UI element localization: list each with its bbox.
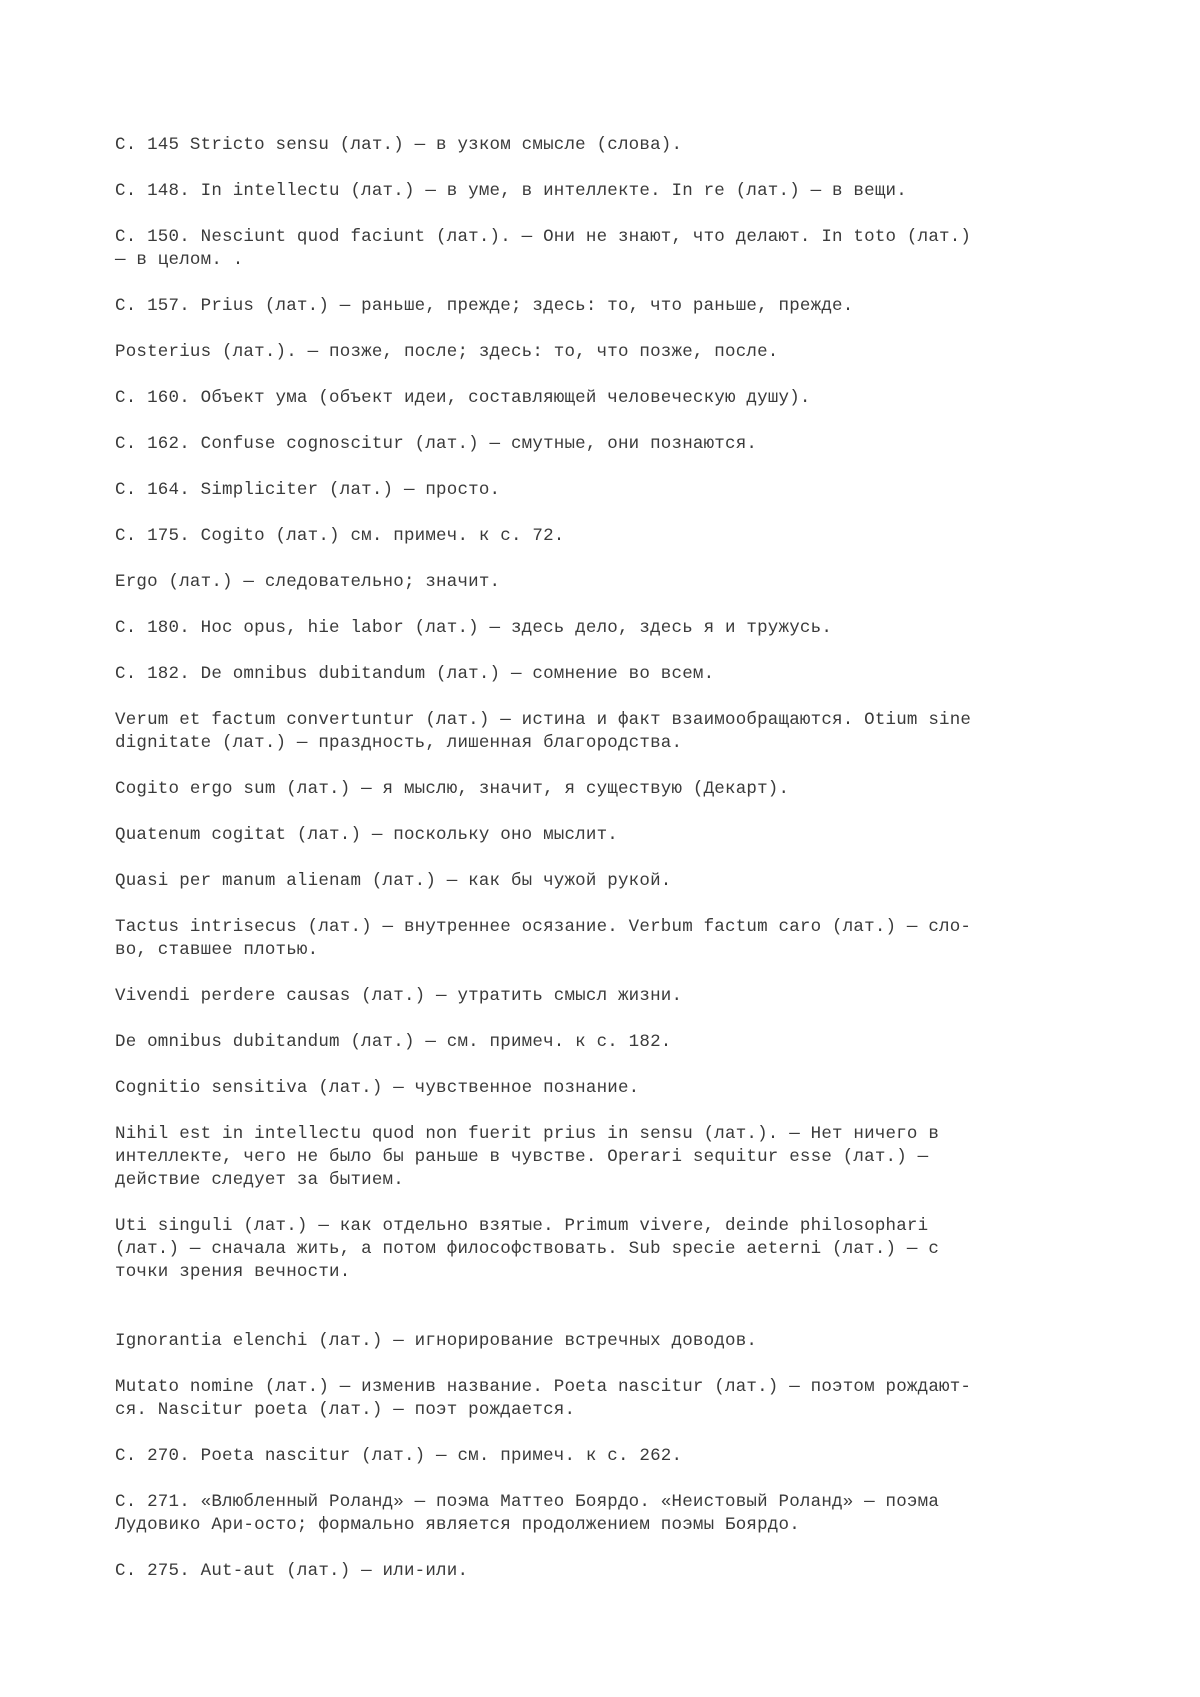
note-paragraph: Cognitio sensitiva (лат.) — чувственное познание.: [115, 1078, 640, 1098]
note-paragraph: Quatenum cogitat (лат.) — поскольку оно мыслит.: [115, 825, 618, 845]
note-paragraph: С. 275. Aut-aut (лат.) — или-или.: [115, 1561, 469, 1581]
note-paragraph: С. 157. Prius (лат.) — раньше, прежде; здесь: то, что раньше, прежде.: [115, 296, 854, 316]
note-paragraph: Uti singuli (лат.) — как отдельно взятые. Primum vivere, deinde philosophari (лат.) — сначала жить, а потом философствовать. Sub specie aeterni (лат.) — с точки зрения вечности.: [115, 1216, 940, 1282]
note-paragraph: Ergo (лат.) — следовательно; значит.: [115, 572, 501, 592]
note-paragraph: De omnibus dubitandum (лат.) — см. примеч. к с. 182.: [115, 1032, 672, 1052]
note-paragraph: Tactus intrisecus (лат.) — внутреннее осязание. Verbum factum caro (лат.) — сло- во, ставшее плотью.: [115, 917, 972, 960]
note-paragraph: Ignorantia elenchi (лат.) — игнорирование встречных доводов.: [115, 1331, 758, 1351]
document-page: [115, 134, 1115, 1606]
note-paragraph: С. 175. Cogito (лат.) см. примеч. к с. 72.: [115, 526, 565, 546]
note-paragraph: С. 182. De omnibus dubitandum (лат.) — сомнение во всем.: [115, 664, 715, 684]
note-paragraph: Quasi per manum alienam (лат.) — как бы чужой рукой.: [115, 871, 672, 891]
note-paragraph: Cogito ergo sum (лат.) — я мыслю, значит, я существую (Декарт).: [115, 779, 790, 799]
note-paragraph: Posterius (лат.). — позже, после; здесь: то, что позже, после.: [115, 342, 779, 362]
note-paragraph: С. 164. Simpliciter (лат.) — просто.: [115, 480, 501, 500]
note-paragraph: С. 180. Hoc opus, hie labor (лат.) — здесь дело, здесь я и тружусь.: [115, 618, 833, 638]
note-paragraph: С. 160. Объект ума (объект идеи, составляющей человеческую душу).: [115, 388, 811, 408]
note-paragraph: Vivendi perdere causas (лат.) — утратить смысл жизни.: [115, 986, 683, 1006]
note-paragraph: Mutato nomine (лат.) — изменив название. Poeta nascitur (лат.) — поэтом рождают- ся. Nascitur poeta (лат.) — поэт рождается.: [115, 1377, 972, 1420]
note-paragraph: С. 270. Poeta nascitur (лат.) — см. примеч. к с. 262.: [115, 1446, 683, 1466]
note-paragraph: Nihil est in intellectu quod non fuerit prius in sensu (лат.). — Нет ничего в интеллекте, чего не было бы раньше в чувстве. Operari sequitur esse (лат.) — действие следует за бытием.: [115, 1124, 940, 1190]
note-paragraph: С. 271. «Влюбленный Роланд» — поэма Маттео Боярдо. «Неистовый Роланд» — поэма Лудовико Ари-осто; формально является продолжением поэмы Боярдо.: [115, 1492, 940, 1535]
note-paragraph: С. 150. Nesciunt quod faciunt (лат.). — Они не знают, что делают. In toto (лат.) — в целом. .: [115, 227, 972, 270]
note-paragraph: С. 162. Confuse cognoscitur (лат.) — смутные, они познаются.: [115, 434, 758, 454]
note-paragraph: С. 148. In intellectu (лат.) — в уме, в интеллекте. In re (лат.) — в вещи.: [115, 181, 907, 201]
note-paragraph: С. 145 Stricto sensu (лат.) — в узком смысле (слова).: [115, 135, 683, 155]
note-paragraph: Verum et factum convertuntur (лат.) — истина и факт взаимообращаются. Otium sine dignitate (лат.) — праздность, лишенная благородства.: [115, 710, 972, 753]
